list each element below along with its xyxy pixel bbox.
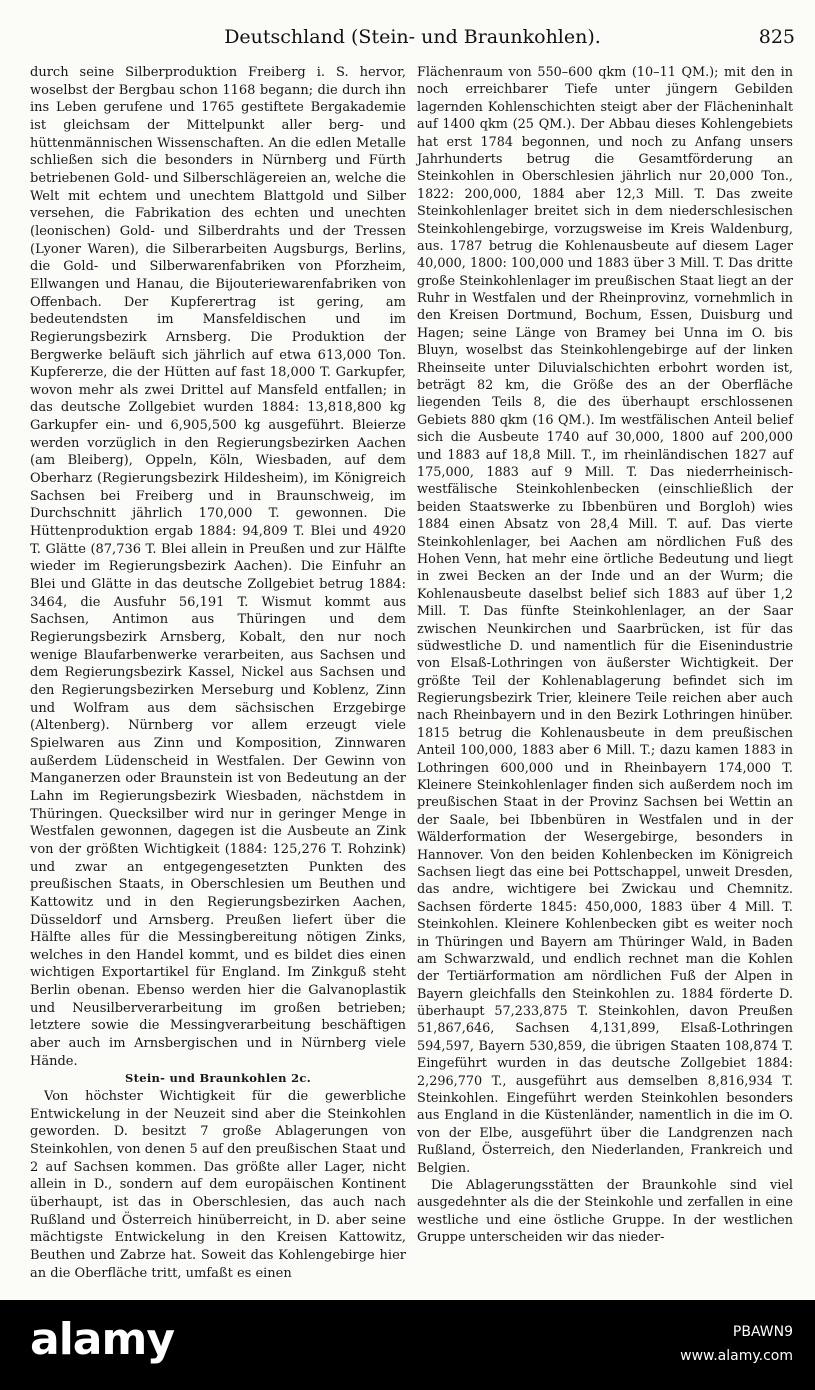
page-number: 825 xyxy=(758,26,795,48)
alamy-logo: alamy xyxy=(30,1314,174,1365)
left-paragraph-2: Von höchster Wichtigkeit für die gewerbliche Entwickelung in der Neuzeit sind aber die Steinkohlen geworden. D. besitzt 7 große Ablagerungen von Steinkohlen, von denen 5 auf den preußischen Staat und 2 auf Sachsen kommen. Das größte aller Lager, nicht allein in D., sondern auf dem europäischen Kontinent überhaupt, ist das in Oberschlesien, das auch nach Rußland und Österreich hinüberreicht, in D. aber seine mächtigste Entwickelung in den Kreisen Kattowitz, Beuthen und Zabrze hat. Soweit das Kohlengebirge hier an die Oberfläche tritt, umfaßt es einen xyxy=(30,1089,406,1281)
left-column xyxy=(30,64,406,1282)
running-title: Deutschland (Stein- und Braunkohlen). xyxy=(224,26,601,48)
right-column xyxy=(417,64,793,1247)
left-paragraph-1: durch seine Silberproduktion Freiberg i. S. hervor, woselbst der Bergbau schon 1168 begann; die durch ihn ins Leben gerufene und 1765 gestiftete Bergakademie ist gleichsam der Mittelpunkt aller berg- und hüttenmännischen Wissenschaften. An die edlen Metalle schließen sich die besonders in Nürnberg und Fürth betriebenen Gold- und Silberschlägereien an, welche die Welt mit echtem und unechtem Blattgold und Silber versehen, die Fabrikation des echten und unechten (leonischen) Gold- und Silberdrahts und der Tressen (Lyoner Waren), die Silberarbeiten Augsburgs, Berlins, die Gold- und Silberwarenfabriken von Pforzheim, Ellwangen und Hanau, die Bijouteriewarenfabriken von Offenbach. Der Kupferertrag ist gering, am bedeutendsten im Mansfeldischen und im Regierungsbezirk Arnsberg. Die Produktion der Bergwerke beläuft sich jährlich auf etwa 613,000 Ton. Kupfererze, die der Hütten auf fast 18,000 T. Garkupfer, wovon mehr als zwei Drittel auf Mansfeld entfallen; in das deutsche Zollgebiet wurden 1884: 13,818,800 kg Garkupfer ein- und 6,905,500 kg ausgeführt. Bleierze werden vorzüglich in den Regierungsbezirken Aachen (am Bleiberg), Oppeln, Köln, Wiesbaden, auf dem Oberharz (Regierungsbezirk Hildesheim), im Königreich Sachsen bei Freiberg und in Braunschweig, im Durchschnitt jährlich 170,000 T. gewonnen. Die Hüttenproduktion ergab 1884: 94,809 T. Blei und 4920 T. Glätte (87,736 T. Blei allein in Preußen und zur Hälfte wieder im Regierungsbezirk Aachen). Die Einfuhr an Blei und Glätte in das deutsche Zollgebiet betrug 1884: 3464, die Ausfuhr 56,191 T. Wismut kommt aus Sachsen, Antimon aus Thüringen und dem Regierungsbezirk Arnsberg, Kobalt, den nur noch wenige Blaufarbenwerke verarbeiten, aus Sachsen und dem Regierungsbezirk Kassel, Nickel aus Sachsen und den Regierungsbezirken Merseburg und Koblenz, Zinn und Wolfram aus dem sächsischen Erzgebirge (Altenberg). Nürnberg vor allem erzeugt viele Spielwaren aus Zinn und Komposition, Zinnwaren außerdem Lüdenscheid in Westfalen. Der Gewinn von Manganerzen oder Braunstein ist von Bedeutung an der Lahn im Regierungsbezirk Wiesbaden, nächstdem in Thüringen. Quecksilber wird nur in geringer Menge in Westfalen gewonnen, dagegen ist die Ausbeute an Zink von der größten Wichtigkeit (1884: 125,276 T. Rohzink) und zwar an entgegengesetzten Punkten des preußischen Staats, in Oberschlesien um Beuthen und Kattowitz und in den Regierungsbezirken Aachen, Düsseldorf und Arnsberg. Preußen liefert über die Hälfte alles für die Messingbereitung nötigen Zinks, welches in den Handel kommt, und es bildet dies einen wichtigen Exportartikel für England. Im Zinkguß steht Berlin obenan. Ebenso werden hier die Galvanoplastik und Neusilberverarbeitung im großen betrieben; letztere sowie die Messingverarbeitung beschäftigen aber auch im Arnsbergischen und in Nürnberg viele Hände. xyxy=(30,65,406,1069)
right-paragraph-2: Die Ablagerungsstätten der Braunkohle sind viel ausgedehnter als die der Steinkohle und zerfallen in eine westliche und eine östliche Gruppe. In der westlichen Gruppe unterscheiden wir das nieder- xyxy=(417,1178,793,1246)
running-head xyxy=(30,26,795,56)
footer-url: www.alamy.com xyxy=(680,1348,793,1364)
section-heading: Stein- und Braunkohlen 2c. xyxy=(124,1071,312,1086)
right-paragraph-1: Flächenraum von 550–600 qkm (10–11 QM.); mit den in noch erreichbarer Tiefe unter jüngern Gebilden lagernden Kohlenschichten steigt aber der Flächeninhalt auf 1400 qkm (25 QM.). Der Abbau dieses Kohlengebiets hat erst 1784 begonnen, und noch zu Anfang unsers Jahrhunderts betrug die Gesamtförderung an Steinkohlen in Oberschlesien jährlich nur 20,000 Ton., 1822: 200,000, 1884 aber 12,3 Mill. T. Das zweite Steinkohlenlager breitet sich in dem niederschlesischen Steinkohlengebirge, vorzugsweise im Kreis Waldenburg, aus. 1787 betrug die Kohlenausbeute auf diesem Lager 40,000, 1800: 100,000 und 1883 über 3 Mill. T. Das dritte große Steinkohlenlager im preußischen Staat liegt an der Ruhr in Westfalen und der Rheinprovinz, vornehmlich in den Kreisen Dortmund, Bochum, Essen, Duisburg und Hagen; seine Länge von Bramey bei Unna im O. bis Bluyn, woselbst das Steinkohlengebirge auf der linken Rheinseite unter Diluvialschichten erbohrt worden ist, beträgt 82 km, die Größe des an der Oberfläche liegenden Teils 8, die des überhaupt erschlossenen Gebiets 880 qkm (16 QM.). Im westfälischen Anteil belief sich die Ausbeute 1740 auf 30,000, 1800 auf 200,000 und 1883 auf 18,8 Mill. T., im rheinländischen 1827 auf 175,000, 1883 auf 9 Mill. T. Das niederrheinisch-westfälische Steinkohlenbecken (einschließlich der beiden Staatswerke zu Ibbenbüren und Borgloh) wies 1884 einen Absatz von 28,4 Mill. T. auf. Das vierte Steinkohlenlager, bei Aachen am nördlichen Fuß des Hohen Venn, hat mehr eine örtliche Bedeutung und liegt in zwei Becken an der Inde und an der Wurm; die Kohlenausbeute daselbst belief sich 1883 auf über 1,2 Mill. T. Das fünfte Steinkohlenlager, an der Saar zwischen Neunkirchen und Saarbrücken, ist für das südwestliche D. und namentlich für die Eisenindustrie von Elsaß-Lothringen von äußerster Wichtigkeit. Der größte Teil der Kohlenablagerung befindet sich im Regierungsbezirk Trier, kleinere Teile reichen aber auch nach Rheinbayern und in den Bezirk Lothringen hinüber. 1815 betrug die Kohlenausbeute in dem preußischen Anteil 100,000, 1883 aber 6 Mill. T.; dazu kamen 1883 in Lothringen 600,000 und in Rheinbayern 174,000 T. Kleinere Steinkohlenlager finden sich außerdem noch im preußischen Staat in der Provinz Sachsen bei Wettin an der Saale, bei Ibbenbüren in Westfalen und in der Wälderformation der Wesergebirge, besonders in Hannover. Von den beiden Kohlenbecken im Königreich Sachsen liegt das eine bei Pottschappel, unweit Dresden, das andre, wichtigere bei Zwickau und Chemnitz. Sachsen förderte 1845: 450,000, 1883 über 4 Mill. T. Steinkohlen. Kleinere Kohlenbecken gibt es weiter noch in Thüringen und Bayern am Thüringer Wald, in Baden am Schwarzwald, und endlich rechnet man die Kohlen der Tertiärformation am nördlichen Fuß der Alpen in Bayern gleichfalls den Steinkohlen zu. 1884 förderte D. überhaupt 57,233,875 T. Steinkohlen, davon Preußen 51,867,646, Sachsen 4,131,899, Elsaß-Lothringen 594,597, Bayern 530,859, die übrigen Staaten 108,874 T. Eingeführt wurden in das deutsche Zollgebiet 1884: 2,296,770 T., ausgeführt aus demselben 8,816,934 T. Steinkohlen. Eingeführt werden Steinkohlen besonders aus England in die Küstenländer, namentlich in die im O. von der Elbe, ausgeführt über die Landgrenzen nach Rußland, Österreich, den Niederlanden, Frankreich und Belgien. xyxy=(417,65,793,1176)
stock-footer-bar xyxy=(0,1300,815,1390)
image-code: PBAWN9 xyxy=(732,1324,793,1340)
